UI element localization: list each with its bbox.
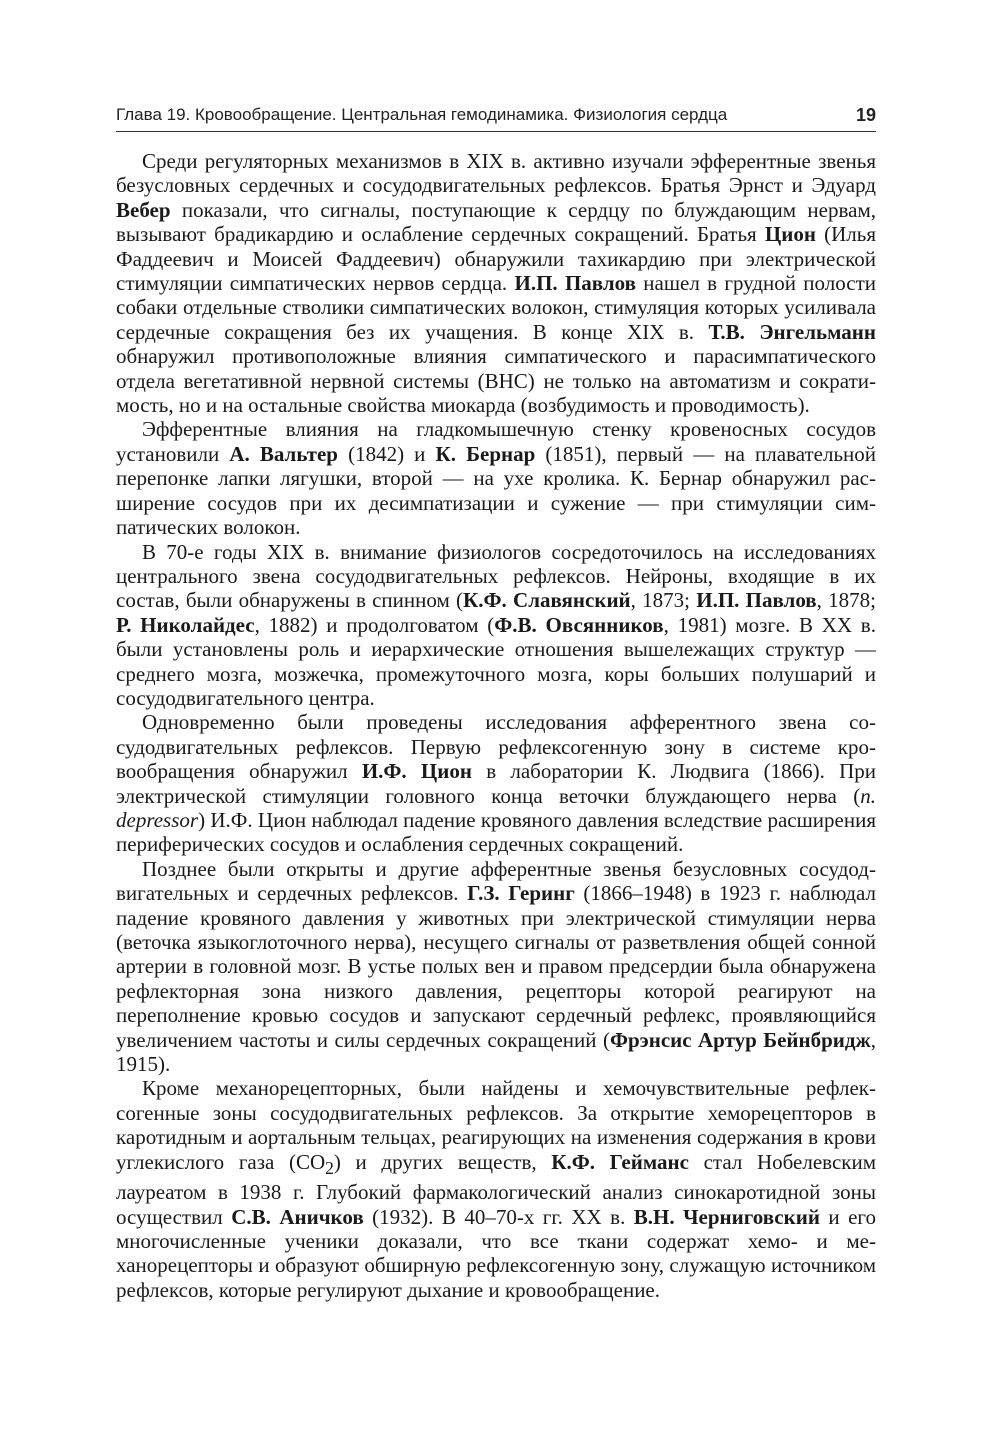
bold-name: Ф.В. Овсянников	[494, 612, 664, 637]
bold-name: К. Бернар	[435, 441, 536, 466]
chapter-title: Глава 19. Кровообращение. Центральная гемодинамика. Физиология сердца	[116, 105, 728, 124]
paragraph	[116, 857, 876, 1077]
bold-name: С.В. Аничков	[231, 1204, 364, 1229]
text-run: (1842) и	[337, 441, 436, 466]
bold-name: В.Н. Черниговский	[633, 1204, 820, 1229]
italic-term: n. depressor	[116, 783, 876, 832]
header-rule	[116, 131, 876, 132]
text-run: Кроме механорецепторных, были найдены и хемочувствительные рефлексогенные зоны сосудодвигательных рефлексов. За открытие хеморецепторов в каротидным и аортальным тельцах, реагирующих на изменения содержания в крови углекислого газа (CO	[116, 1076, 876, 1174]
bold-name: Цион	[764, 222, 816, 247]
bold-name: А. Вальтер	[229, 441, 338, 466]
text-run: (1851), первый — на плавательной перепонке лапки лягушки, второй — на ухе кролика. К. Бернар обнаружил расширение сосудов при их десимпатизации и сужение — при стимуляции симпатических волокон.	[116, 441, 877, 540]
paragraph	[116, 417, 876, 539]
text-run: Позднее были открыты и другие афферентные звенья безусловных сосудодвигательных и сердечных рефлексов.	[116, 856, 876, 906]
subscript: 2	[325, 1157, 334, 1178]
running-header	[116, 104, 876, 126]
text-run: нашел в грудной полости собаки отдельные стволики симпатических волокон, стимуляция которых усиливала сердечные сокращения без их учащения. В конце XIX в.	[116, 271, 877, 344]
text-run: , 1882) и продолговатом (	[254, 612, 495, 637]
text-run: Эфферентные влияния на гладкомышечную стенку кровеносных сосудов установили	[116, 417, 876, 466]
text-run: (1932). В 40–70-х гг. XX в.	[363, 1204, 634, 1229]
text-run: (1866–1948) в 1923 г. наблюдал падение кровяного давления у животных при электрической стимуляции нерва (веточка языкоглоточного нерва), несущего сигналы от разветвления общей сонной артерии в головной мозг. В устье полых вен и правом предсердии была обнаружена рефлекторная зона низкого давления, рецепторы которой реагируют на переполнение кровью сосудов и запускают сердечный рефлекс, проявляющийся увеличением частоты и силы сердечных сокращений (	[116, 881, 877, 1052]
text-run: , 1878;	[816, 588, 876, 613]
text-run: ) И.Ф. Цион наблюдал падение кровяного давления вследствие расширения периферических сосудов и ослабления сердечных сокращений.	[116, 807, 876, 857]
text-run: Среди регуляторных механизмов в XIX в. активно изучали эфферентные звенья безусловных сердечных и сосудодвигательных рефлексов. Братья Эрнст и Эдуард	[116, 149, 876, 198]
bold-name: Т.В. Энгельманн	[708, 319, 876, 344]
text-run: ) и других веществ,	[333, 1149, 552, 1174]
text-run: В 70-е годы XIX в. внимание физиологов сосредоточилось на исследованиях центрального звена сосудодвигательных рефлексов. Нейроны, входящие в их состав, были обнаружены в спинном (	[116, 539, 876, 613]
paragraph	[116, 149, 876, 417]
text-run: обнаружил противоположные влияния симпатического и парасимпатического отдела вегетативной нервной системы (ВНС) не только на автоматизм и сократимость, но и на остальные свойства миокарда (возбудимость и проводимость).	[116, 344, 876, 418]
bold-name: Г.З. Геринг	[467, 881, 575, 906]
paragraph	[116, 1076, 876, 1302]
bold-name: К.Ф. Гейманс	[551, 1149, 689, 1174]
text-run: (Илья Фаддеевич и Моисей Фаддеевич) обнаружили тахикардию при электрической стимуляции симпатических нервов сердца.	[116, 222, 877, 296]
bold-name: И.П. Павлов	[696, 588, 817, 613]
page-number: 19	[855, 105, 876, 125]
text-run: в лаборатории К. Людвига (1866). При электрической стимуляции головного конца веточки блуждающего нерва (	[116, 759, 877, 808]
text-run: и его многочисленные ученики доказали, что все ткани содержат хемо- и механорецепторы и образуют обширную рефлексогенную зону, служащую источником рефлексов, которые регулируют дыхание и кровообращение.	[116, 1204, 877, 1302]
text-run: показали, что сигналы, поступающие к сердцу по блуждающим нервам, вызывают брадикардию и ослабление сердечных сокращений. Братья	[116, 197, 876, 247]
body-text	[116, 149, 876, 1302]
bold-name: К.Ф. Славянский	[463, 588, 631, 613]
bold-name: Фрэнсис Артур Бейнбридж	[609, 1027, 871, 1052]
text-run: Одновременно были проведены исследования афферентного звена сосудодвигательных рефлексов. Первую рефлексогенную зону в системе кровообращения обнаружил	[116, 710, 876, 784]
paragraph	[116, 710, 876, 856]
bold-name: И.Ф. Цион	[361, 759, 472, 784]
bold-name: И.П. Павлов	[514, 271, 636, 296]
bold-name: Р. Николайдес	[116, 612, 255, 637]
paragraph	[116, 540, 876, 711]
text-run: , 1915).	[116, 1027, 876, 1077]
text-run: , 1981) мозге. В XX в. были установлены роль и иерархические отношения вышележащих структур — среднего мозга, мозжечка, промежуточного мозга, коры больших полушарий и сосудодвигательного центра.	[116, 612, 876, 710]
bold-name: Вебер	[116, 197, 171, 222]
text-run: стал Нобелевским лауреатом в 1938 г. Глубокий фармакологический анализ синокаротидной зоны осуществил	[116, 1149, 876, 1229]
text-run: , 1873;	[630, 588, 697, 613]
